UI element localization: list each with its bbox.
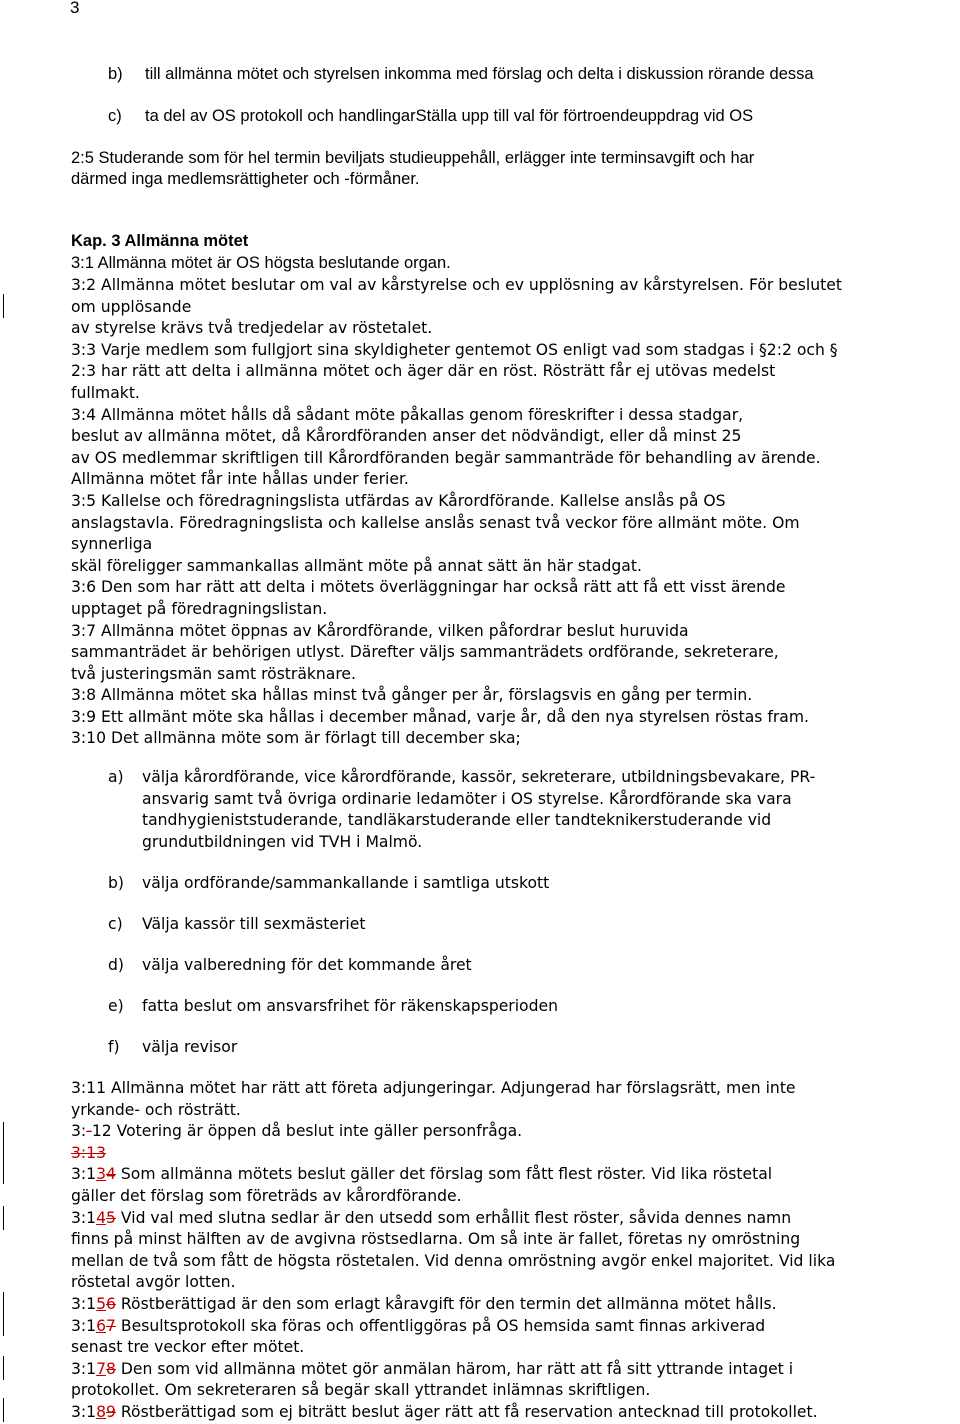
deleted-text: 6 bbox=[106, 1294, 116, 1313]
deleted-text: 5 bbox=[106, 1208, 116, 1227]
paragraph-3-1: 3:1 Allmänna mötet är OS högsta beslutande organ. bbox=[71, 254, 451, 272]
text-line: gäller det förslag som företräds av kårordförande. bbox=[71, 1186, 462, 1205]
text-line: 3:3 Varje medlem som fullgjort sina skyldigheter gentemot OS enligt vad som stadgas i §2:2 och § bbox=[71, 340, 838, 359]
deleted-text: 7 bbox=[106, 1316, 116, 1335]
inserted-text: 7 bbox=[96, 1359, 107, 1378]
inserted-text: 5 bbox=[96, 1294, 107, 1313]
list-item-label: e) bbox=[108, 997, 124, 1015]
paragraph-3-16: 3:167 Besultsprotokoll ska föras och offentliggöras på OS hemsida samt finnas arkiverad bbox=[71, 1316, 766, 1335]
text-line: Allmänna mötet får inte hållas under ferier. bbox=[71, 470, 409, 489]
inserted-text: 3 bbox=[96, 1165, 107, 1184]
list-item-label: a) bbox=[108, 768, 124, 786]
text-line: 3:2 Allmänna mötet beslutar om val av kårstyrelse och ev upplösning av kårstyrelsen. För beslutet bbox=[71, 276, 842, 294]
text-line: 3:11 Allmänna mötet har rätt att företa adjungeringar. Adjungerad har förslagsrätt, men inte bbox=[71, 1079, 796, 1097]
text-line: grundutbildningen vid TVH i Malmö. bbox=[142, 832, 423, 851]
inserted-text: 4 bbox=[96, 1208, 107, 1227]
text-line: yrkande- och rösträtt. bbox=[71, 1100, 241, 1119]
list-3-10 bbox=[108, 767, 948, 853]
list-item bbox=[108, 106, 948, 128]
list-item-label: c) bbox=[108, 107, 122, 125]
list-item bbox=[108, 767, 948, 853]
text-line: synnerliga bbox=[71, 535, 153, 554]
list-item-text: välja ordförande/sammankallande i samtliga utskott bbox=[142, 874, 550, 892]
deleted-paragraph: 3:13 bbox=[71, 1143, 107, 1162]
change-bar bbox=[3, 1398, 4, 1422]
text-line: anslagstavla. Föredragningslista och kallelse anslås senast två veckor före allmänt möte. Om bbox=[71, 513, 800, 532]
paragraph-3-17: 3:178 Den som vid allmänna mötet gör anmälan härom, har rätt att få sitt yttrande intaget i bbox=[71, 1359, 794, 1378]
text-line: fullmakt. bbox=[71, 383, 140, 402]
text-line: senast tre veckor efter mötet. bbox=[71, 1338, 305, 1357]
list-item-text: ta del av OS protokoll och handlingarStälla upp till val för förtroendeuppdrag vid OS bbox=[145, 107, 754, 125]
inserted-text: 8 bbox=[96, 1402, 107, 1421]
text-line: 2:3 har rätt att delta i allmänna mötet och äger där en röst. Rösträtt får ej utövas medelst bbox=[71, 362, 776, 381]
chapter-heading: Kap. 3 Allmänna mötet bbox=[71, 232, 249, 250]
deleted-text: 4 bbox=[106, 1165, 116, 1184]
page-number: 3 bbox=[70, 0, 80, 17]
list-item-label: b) bbox=[108, 874, 124, 892]
list-item-label: f) bbox=[108, 1038, 120, 1056]
list-item-text: fatta beslut om ansvarsfrihet för räkenskapsperioden bbox=[142, 997, 558, 1015]
inserted-text: 6 bbox=[96, 1316, 107, 1335]
text-line: två justeringsmän samt rösträknare. bbox=[71, 664, 356, 683]
text-line: om upplösande bbox=[71, 297, 192, 316]
text-line: sammanträdet är behörigen utlyst. Därefter väljs sammanträdets ordförande, sekreterare, bbox=[71, 643, 779, 662]
text-line: 3:4 Allmänna mötet hålls då sådant möte påkallas genom föreskrifter i dessa stadgar, bbox=[71, 405, 744, 424]
deleted-text: 9 bbox=[106, 1402, 116, 1421]
change-bar bbox=[3, 1122, 4, 1184]
text-line: av styrelse krävs två tredjedelar av röstetalet. bbox=[71, 319, 433, 338]
change-bar bbox=[3, 1356, 4, 1380]
text-line: 3:10 Det allmänna möte som är förlagt till december ska; bbox=[71, 729, 521, 748]
change-bar bbox=[3, 1206, 4, 1230]
text-line: 3:5 Kallelse och föredragningslista utfärdas av Kårordförande. Kallelse anslås på OS bbox=[71, 491, 726, 510]
list-item-label: b) bbox=[108, 65, 123, 83]
paragraph-3-13: 3:134 Som allmänna mötets beslut gäller det förslag som fått flest röster. Vid lika röstetal bbox=[71, 1165, 773, 1184]
text-line: av OS medlemmar skriftligen till Kårordföranden begär sammanträde för behandling av ärende. bbox=[71, 448, 821, 467]
text-line: röstetal avgör lotten. bbox=[71, 1273, 236, 1292]
text-line: mellan de två som fått de högsta röstetalen. Vid denna omröstning avgör enkel majoritet. Vid lika bbox=[71, 1251, 836, 1270]
paragraph-3-15: 3:156 Röstberättigad är den som erlagt kåravgift för den termin det allmänna mötet hålls. bbox=[71, 1294, 777, 1313]
change-bar bbox=[3, 294, 4, 318]
list-item-label: d) bbox=[108, 956, 124, 974]
paragraph-2-5 bbox=[71, 148, 754, 190]
list-item bbox=[108, 64, 948, 86]
text-line: 3:7 Allmänna mötet öppnas av Kårordförande, vilken påfordrar beslut huruvida bbox=[71, 621, 689, 640]
paragraph-3-12: 3:-12 Votering är öppen då beslut inte gäller personfråga. bbox=[71, 1122, 523, 1141]
text-line: 3:9 Ett allmänt möte ska hållas i december månad, varje år, då den nya styrelsen röstas fram. bbox=[71, 707, 809, 726]
deleted-text: 8 bbox=[106, 1359, 116, 1378]
text-line: upptaget på föredragningslistan. bbox=[71, 599, 328, 618]
text-line: ansvarig samt två övriga ordinarie ledamöter i OS styrelse. Kårordförande ska vara bbox=[142, 789, 792, 808]
list-item-label: c) bbox=[108, 915, 123, 933]
list-item-text: välja valberedning för det kommande året bbox=[142, 956, 472, 974]
list-item-text: till allmänna mötet och styrelsen inkomma med förslag och delta i diskussion rörande dessa bbox=[145, 65, 814, 83]
text-line: därmed inga medlemsrättigheter och -förmåner. bbox=[71, 170, 420, 188]
body-section-lower bbox=[71, 1078, 957, 1424]
text-line: 3:8 Allmänna mötet ska hållas minst två gånger per år, förslagsvis en gång per termin. bbox=[71, 686, 753, 705]
deleted-text: - bbox=[86, 1122, 92, 1141]
list-item-text: välja revisor bbox=[142, 1038, 238, 1056]
text-line: 2:5 Studerande som för hel termin beviljats studieuppehåll, erlägger inte terminsavgift och har bbox=[71, 149, 755, 167]
text-line: beslut av allmänna mötet, då Kårordföranden anser det nödvändigt, eller då minst 25 bbox=[71, 427, 742, 446]
text-line: välja kårordförande, vice kårordförande, kassör, sekreterare, utbildningsbevakare, PR- bbox=[142, 768, 816, 786]
text-line: tandhygieniststuderande, tandläkarstuderande eller tandteknikerstuderande vid bbox=[142, 811, 772, 830]
paragraph-3-18: 3:189 Röstberättigad som ej biträtt beslut äger rätt att få reservation antecknad till protokollet. bbox=[71, 1402, 818, 1421]
body-section bbox=[71, 275, 957, 750]
text-line: skäl föreligger sammankallas allmänt möte på annat sätt än här stadgat. bbox=[71, 556, 642, 575]
change-bar bbox=[3, 1312, 4, 1336]
text-line: finns på minst hälften av de avgivna röstsedlarna. Om så inte är fallet, företas ny omröstning bbox=[71, 1230, 801, 1249]
text-line: protokollet. Om sekreteraren så begär skall yttrandet inlämnas skriftligen. bbox=[71, 1381, 651, 1400]
text-line: 3:6 Den som har rätt att delta i mötets överläggningar har också rätt att få ett visst ärende bbox=[71, 578, 786, 597]
list-item-text: Välja kassör till sexmästeriet bbox=[142, 915, 366, 933]
paragraph-3-14: 3:145 Vid val med slutna sedlar är den utsedd som erhållit flest röster, såvida dennes namn bbox=[71, 1208, 792, 1227]
